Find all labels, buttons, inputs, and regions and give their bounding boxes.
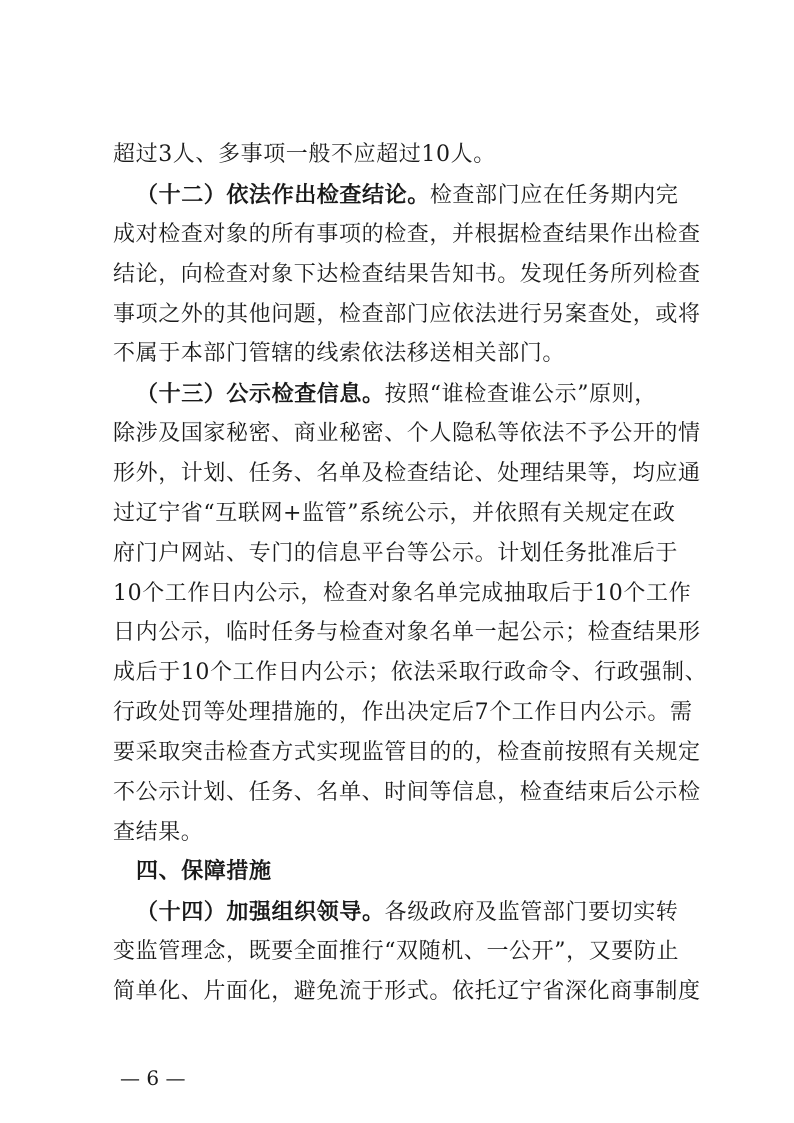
text-line: 10个工作日内公示，检查对象名单完成抽取后于10个工作 <box>113 581 692 606</box>
text-line: 不公示计划、任务、名单、时间等信息，检查结束后公示检 <box>113 780 701 805</box>
text-line: 府门户网站、专门的信息平台等公示。计划任务批准后于 <box>113 541 679 566</box>
text-line: 成后于10个工作日内公示；依法采取行政命令、行政强制、 <box>113 660 708 685</box>
text-line: 不属于本部门管辖的线索依法移送相关部门。 <box>113 341 566 366</box>
text-line: 简单化、片面化，避免流于形式。依托辽宁省深化商事制度 <box>113 979 701 1004</box>
paragraph-14-first-line <box>136 899 678 926</box>
text-run: 各级政府及监管部门要切实转 <box>384 900 679 925</box>
paragraph-12-heading: （十二）依法作出检查结论。 <box>136 182 430 208</box>
section-heading: 四、保障措施 <box>136 859 272 884</box>
text-line: 变监管理念，既要全面推行“双随机、一公开”，又要防止 <box>113 939 680 964</box>
text-line: 形外，计划、任务、名单及检查结论、处理结果等，均应通 <box>113 461 701 486</box>
paragraph-13-heading: （十三）公示检查信息。 <box>136 381 385 407</box>
text-line: 查结果。 <box>113 820 204 845</box>
text-line: 超过3人、多事项一般不应超过10人。 <box>113 142 496 167</box>
paragraph-14-heading: （十四）加强组织领导。 <box>136 899 385 925</box>
text-run: 检查部门应在任务期内完 <box>429 183 679 208</box>
text-run: 按照“谁检查谁公示”原则， <box>384 382 657 407</box>
text-line: 事项之外的其他问题，检查部门应依法进行另案查处，或将 <box>113 302 701 327</box>
text-line: 日内公示，临时任务与检查对象名单一起公示；检查结果形 <box>113 620 701 645</box>
text-line: 要采取突击检查方式实现监管目的的，检查前按照有关规定 <box>113 740 701 765</box>
text-line: 结论，向检查对象下达检查结果告知书。发现任务所列检查 <box>113 262 701 287</box>
text-line: 行政处罚等处理措施的，作出决定后7个工作日内公示。需 <box>113 700 693 725</box>
paragraph-13-first-line <box>136 381 657 408</box>
text-line: 除涉及国家秘密、商业秘密、个人隐私等依法不予公开的情 <box>113 421 701 446</box>
paragraph-12-first-line <box>136 182 678 209</box>
page-number: — 6 — <box>120 1066 186 1090</box>
text-line: 成对检查对象的所有事项的检查，并根据检查结果作出检查 <box>113 222 701 247</box>
text-line: 过辽宁省“互联网+监管”系统公示，并依照有关规定在政 <box>113 501 676 526</box>
